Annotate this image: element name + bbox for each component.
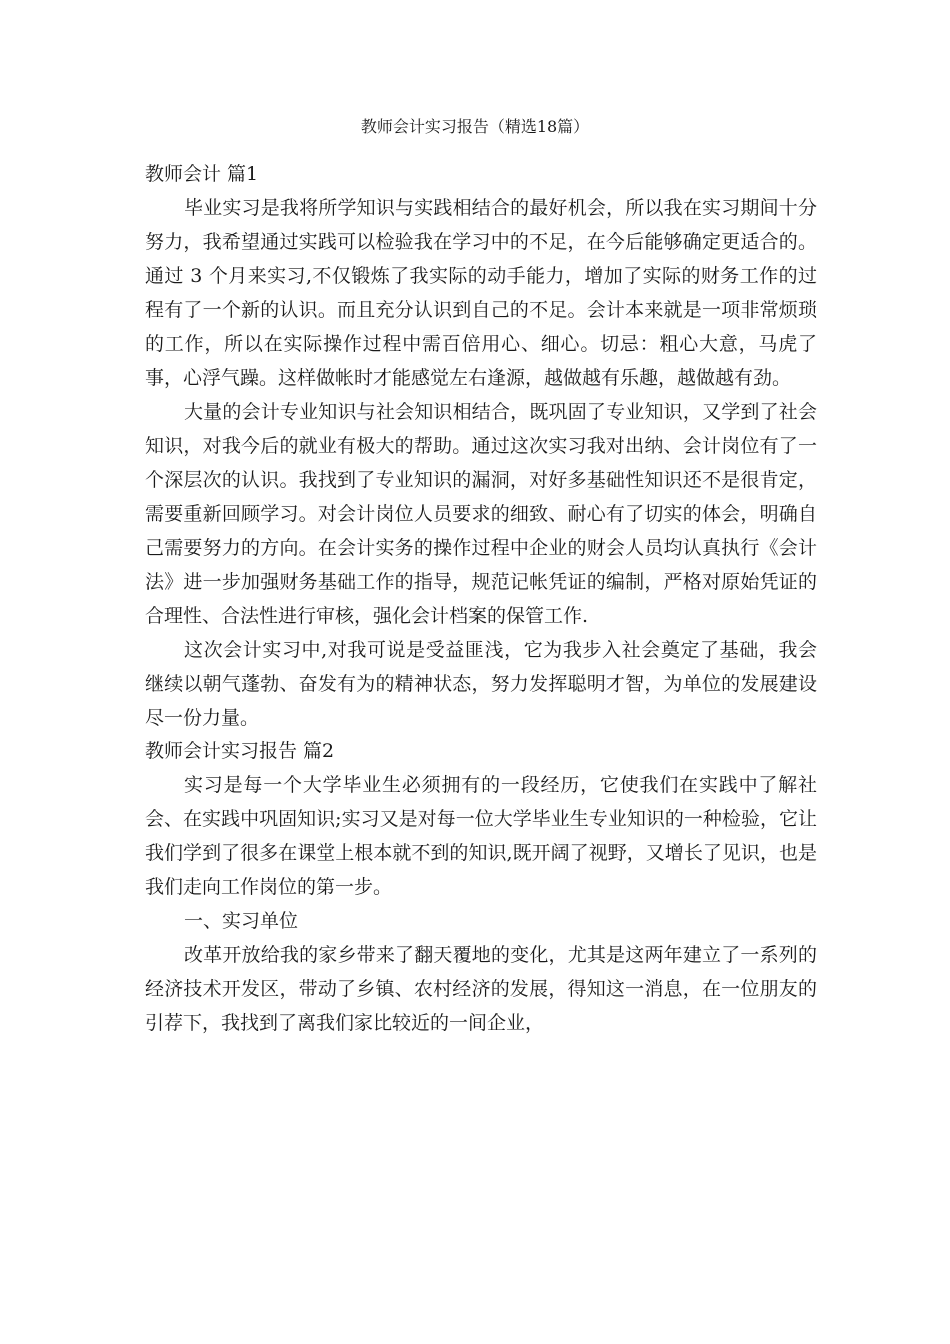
- paragraph: 这次会计实习中,对我可说是受益匪浅，它为我步入社会奠定了基础，我会继续以朝气蓬勃、奋发有为的精神状态，努力发挥聪明才智，为单位的发展建设尽一份力量。: [145, 639, 817, 729]
- paragraph: 改革开放给我的家乡带来了翻天覆地的变化，尤其是这两年建立了一系列的经济技术开发区，带动了乡镇、农村经济的发展，得知这一消息，在一位朋友的引荐下，我找到了离我们家比较近的一间企业，: [145, 944, 817, 1034]
- section-heading: 教师会计实习报告 篇2: [145, 740, 335, 762]
- document-body: [145, 158, 817, 1040]
- sub-heading: 一、实习单位: [184, 910, 299, 932]
- section-heading: 教师会计 篇1: [145, 163, 259, 185]
- paragraph: 毕业实习是我将所学知识与实践相结合的最好机会，所以我在实习期间十分努力，我希望通过实践可以检验我在学习中的不足，在今后能够确定更适合的。通过 3 个月来实习,不仅锻炼了我实际的动手能力，增加了实际的财务工作的过程有了一个新的认识。而且充分认识到自己的不足。会计本来就是一项非常烦琐的工作，所以在实际操作过程中需百倍用心、细心。切忌：粗心大意，马虎了事，心浮气躁。这样做帐时才能感觉左右逢源，越做越有乐趣，越做越有劲。: [145, 197, 817, 389]
- section-1: [145, 158, 817, 735]
- paragraph: 大量的会计专业知识与社会知识相结合，既巩固了专业知识，又学到了社会知识，对我今后的就业有极大的帮助。通过这次实习我对出纳、会计岗位有了一个深层次的认识。我找到了专业知识的漏洞，对好多基础性知识还不是很肯定，需要重新回顾学习。对会计岗位人员要求的细致、耐心有了切实的体会，明确自己需要努力的方向。在会计实务的操作过程中企业的财会人员均认真执行《会计法》进一步加强财务基础工作的指导，规范记帐凭证的编制，严格对原始凭证的合理性、合法性进行审核，强化会计档案的保管工作.: [145, 401, 817, 627]
- document-title: 教师会计实习报告（精选18篇）: [360, 117, 590, 136]
- paragraph: 实习是每一个大学毕业生必须拥有的一段经历，它使我们在实践中了解社会、在实践中巩固知识;实习又是对每一位大学毕业生专业知识的一种检验，它让我们学到了很多在课堂上根本就不到的知识,既开阔了视野，又增长了见识，也是我们走向工作岗位的第一步。: [145, 774, 817, 898]
- section-2: [145, 735, 817, 1040]
